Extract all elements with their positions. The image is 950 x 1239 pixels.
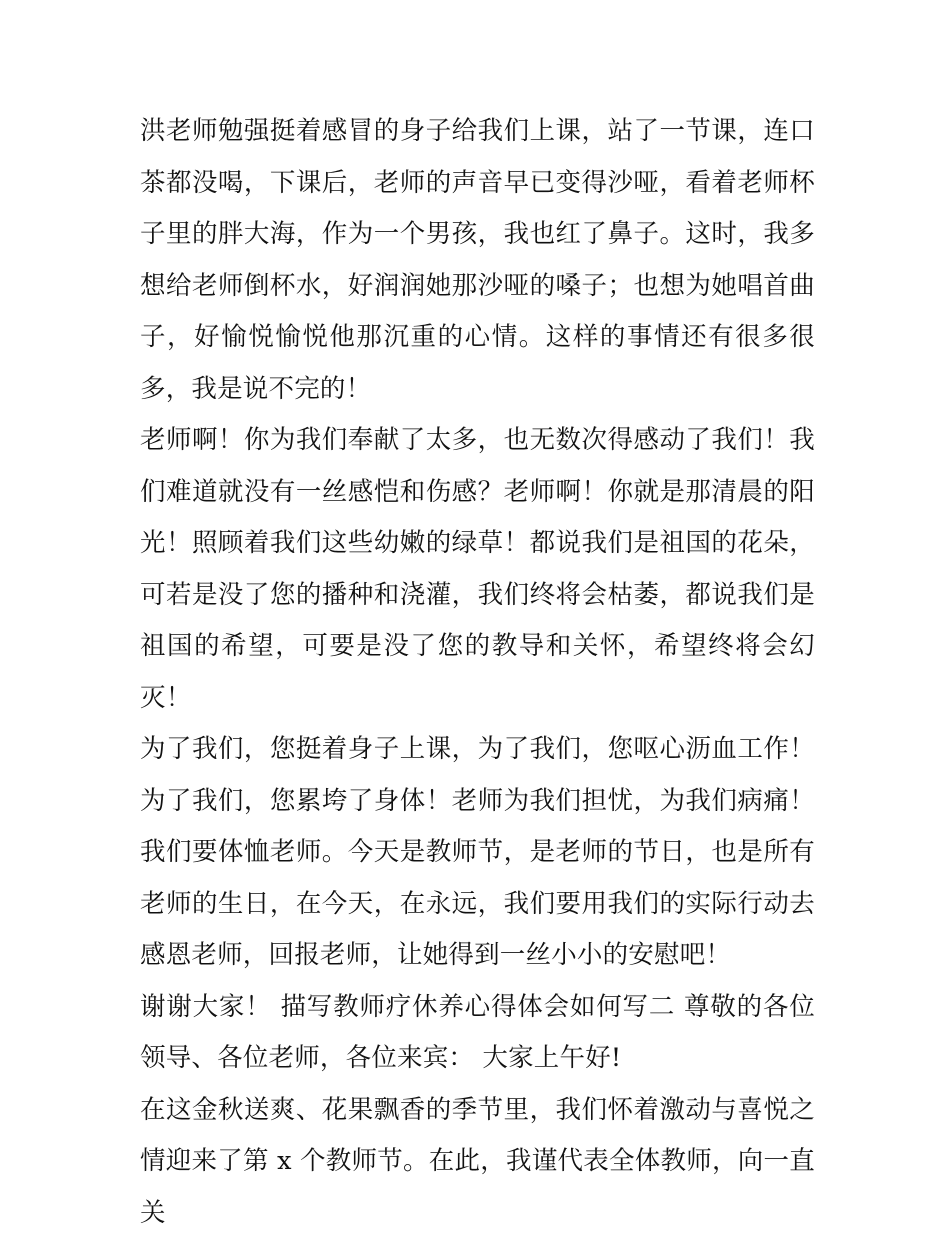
paragraph: 谢谢大家！ 描写教师疗休养心得体会如何写二 尊敬的各位领导、各位老师，各位来宾： 大家上午好! [140,982,815,1085]
paragraph: 为了我们，您挺着身子上课，为了我们，您呕心沥血工作！为了我们，您累垮了身体！老师为我们担忧，为我们病痛！我们要体恤老师。今天是教师节，是老师的节日，也是所有老师的生日，在今天，在永远，我们要用我们的实际行动去感恩老师，回报老师，让她得到一丝小小的安慰吧！ [140,724,815,982]
paragraph: 在这金秋送爽、花果飘香的季节里，我们怀着激动与喜悦之情迎来了第 x 个教师节。在此，我谨代表全体教师，向一直关 [140,1085,815,1239]
paragraph: 老师啊！你为我们奉献了太多，也无数次得感动了我们！我们难道就没有一丝感恺和伤感？老师啊！你就是那清晨的阳光！照顾着我们这些幼嫩的绿草！都说我们是祖国的花朵，可若是没了您的播种和浇灌，我们终将会枯萎，都说我们是祖国的希望，可要是没了您的教导和关怀，希望终将会幻灭！ [140,415,815,724]
paragraph: 洪老师勉强挺着感冒的身子给我们上课，站了一节课，连口茶都没喝，下课后，老师的声音早已变得沙哑，看着老师杯子里的胖大海，作为一个男孩，我也红了鼻子。这时，我多想给老师倒杯水，好润润她那沙哑的嗓子；也想为她唱首曲子，好愉悦愉悦他那沉重的心情。这样的事情还有很多很多，我是说不完的！ [140,106,815,415]
document-body [140,106,815,1239]
